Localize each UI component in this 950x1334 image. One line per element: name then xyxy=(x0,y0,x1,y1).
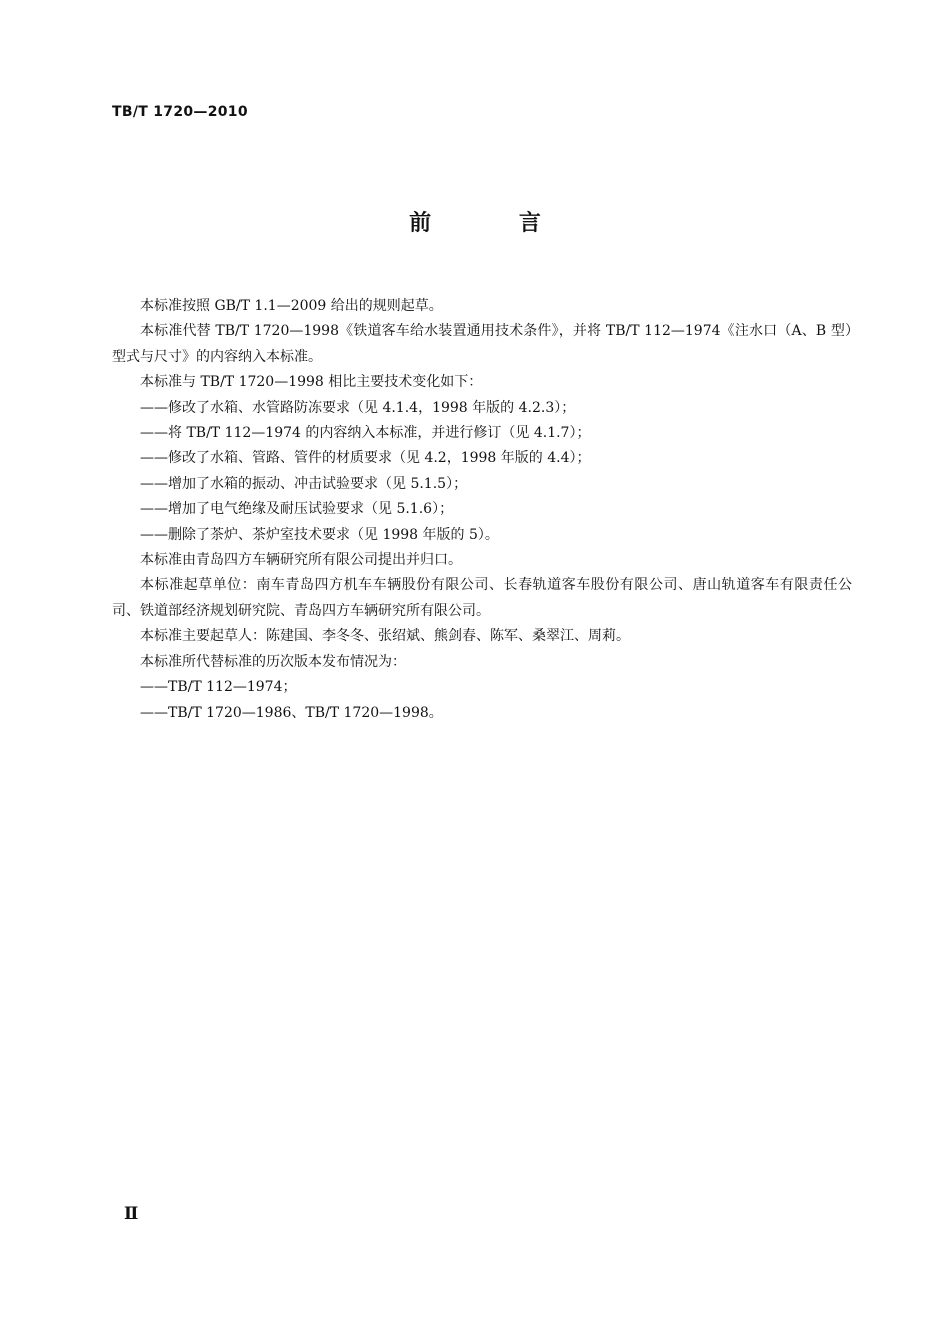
list-item-change: ——删除了茶炉、茶炉室技术要求（见 1998 年版的 5）。 xyxy=(140,526,499,543)
list-item-change: ——修改了水箱、管路、管件的材质要求（见 4.2，1998 年版的 4.4）； xyxy=(140,450,591,467)
foreword-body xyxy=(112,294,852,726)
paragraph-drafting-rules: 本标准按照 GB/T 1.1—2009 给出的规则起草。 xyxy=(140,298,443,314)
list-item-change: ——修改了水箱、水管路防冻要求（见 4.1.4，1998 年版的 4.2.3）； xyxy=(140,399,576,416)
paragraph-history-intro: 本标准所代替标准的历次版本发布情况为： xyxy=(140,653,406,670)
paragraph-proposer: 本标准由青岛四方车辆研究所有限公司提出并归口。 xyxy=(140,552,462,569)
list-item-change: ——将 TB/T 112—1974 的内容纳入本标准，并进行修订（见 4.1.7）； xyxy=(140,425,591,442)
list-item-change: ——增加了电气绝缘及耐压试验要求（见 5.1.6）； xyxy=(140,501,454,518)
list-item-history: ——TB/T 1720—1986、TB/T 1720—1998。 xyxy=(140,704,443,721)
list-item-history: ——TB/T 112—1974； xyxy=(140,679,297,696)
paragraph-replaces: 本标准代替 TB/T 1720—1998《铁道客车给水装置通用技术条件》，并将 TB/T 112—1974《注水口（A、B 型）型式与尺寸》的内容纳入本标准。 xyxy=(112,323,852,365)
paragraph-changes-intro: 本标准与 TB/T 1720—1998 相比主要技术变化如下： xyxy=(140,374,483,391)
list-item-change: ——增加了水箱的振动、冲击试验要求（见 5.1.5）； xyxy=(140,475,468,492)
paragraph-drafting-units: 本标准起草单位：南车青岛四方机车车辆股份有限公司、长春轨道客车股份有限公司、唐山轨道客车有限责任公司、铁道部经济规划研究院、青岛四方车辆研究所有限公司。 xyxy=(112,577,852,619)
standard-code: TB/T 1720—2010 xyxy=(112,104,248,120)
page-title: 前 言 xyxy=(409,211,581,236)
paragraph-drafters: 本标准主要起草人：陈建国、李冬冬、张绍斌、熊剑春、陈军、桑翠江、周莉。 xyxy=(140,628,630,645)
page-number: Ⅱ xyxy=(124,1204,139,1224)
